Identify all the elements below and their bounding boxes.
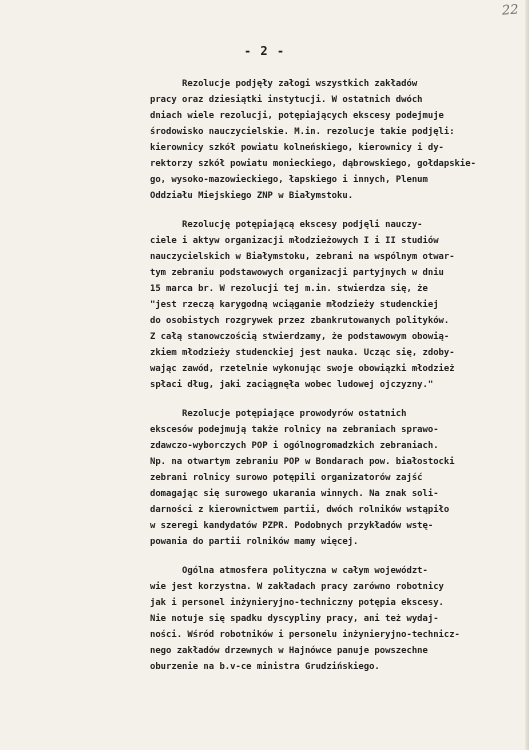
text-line: wając zawód, rzetelnie wykonując swoje obowiązki młodzież [150,364,455,374]
text-line: spłaci dług, jaki zaciągnęła wobec ludowej ojczyzny." [150,380,434,390]
text-line: tym zebraniu podstawowych organizacji partyjnych w dniu [150,268,444,278]
paragraph-1 [150,76,520,204]
paragraph-4 [150,563,520,675]
text-line: domagając się surowego ukarania winnych. Na znak soli- [150,489,439,499]
text-line: w szeregi kandydatów PZPR. Podobnych przykładów wstę- [150,521,434,531]
text-line: Z całą stanowczością stwierdzamy, że podstawowym obowią- [150,332,450,342]
text-line: Rezolucję potępiającą ekscesy podjęli nauczy- [150,220,423,230]
text-line: kierownicy szkół powiatu kolneńskiego, kierownicy i dy- [150,143,444,153]
text-line: darności z kierownictwem partii, dwóch rolników wstąpiło [150,505,450,515]
text-line: Np. na otwartym zebraniu POP w Bondarach pow. białostocki [150,457,455,467]
text-line: wie jest korzystna. W zakładach pracy zarówno robotnicy [150,582,444,592]
text-line: zdawczo-wyborczych POP i ogólnogromadzkich zebraniach. [150,441,439,451]
text-line: nego zakładów drzewnych w Hajnówce panuje powszechne [150,646,428,656]
text-line: oburzenie na b.v-ce ministra Grudzińskiego. [150,662,380,672]
text-line: zkiem młodzieży studenckiej jest nauka. Ucząc się, zdoby- [150,348,455,358]
paragraph-2 [150,217,520,393]
text-line: do osobistych rozgrywek przez zbankrutowanych polityków. [150,316,450,326]
text-line: 15 marca br. W rezolucji tej m.in. stwierdza się, że [150,284,428,294]
text-line: nauczycielskich w Białymstoku, zebrani na wspólnym otwar- [150,252,455,262]
document-body [150,76,520,688]
text-line: ekscesów podejmują także rolnicy na zebraniach sprawo- [150,425,439,435]
paragraph-3 [150,406,520,550]
text-line: Ogólna atmosfera polityczna w całym województ- [150,566,428,576]
text-line: rektorzy szkół powiatu monieckiego, dąbrowskiego, gołdapskie- [150,159,476,169]
text-line: ciele i aktyw organizacji młodzieżowych I i II studiów [150,236,439,246]
text-line: pracy oraz dziesiątki instytucji. W ostatnich dwóch [150,95,423,105]
text-line: Nie notuje się spadku dyscypliny pracy, ani też wydaj- [150,614,439,624]
text-line: środowisko nauczycielskie. M.in. rezolucje takie podjęli: [150,127,455,137]
text-line: zebrani rolnicy surowo potępili organizatorów zajść [150,473,423,483]
page-number: - 2 - [243,44,286,58]
page-edge [525,0,529,750]
text-line: powania do partii rolników mamy więcej. [150,537,359,547]
text-line: dniach wiele rezolucji, potępiających ekscesy podejmuje [150,111,444,121]
text-line: Rezolucje podjęły załogi wszystkich zakładów [150,79,418,89]
text-line: "jest rzeczą karygodną wciąganie młodzieży studenckiej [150,300,439,310]
text-line: Oddziału Miejskiego ZNP w Białymstoku. [150,191,354,201]
text-line: jak i personel inżynieryjno-techniczny potępia ekscesy. [150,598,444,608]
text-line: go, wysoko-mazowieckiego, łapskiego i innych, Plenum [150,175,428,185]
text-line: ności. Wśród robotników i personelu inżynieryjno-technicz- [150,630,460,640]
handwritten-page-number: 22 [501,2,520,19]
text-line: Rezolucje potępiające prowodyrów ostatnich [150,409,407,419]
